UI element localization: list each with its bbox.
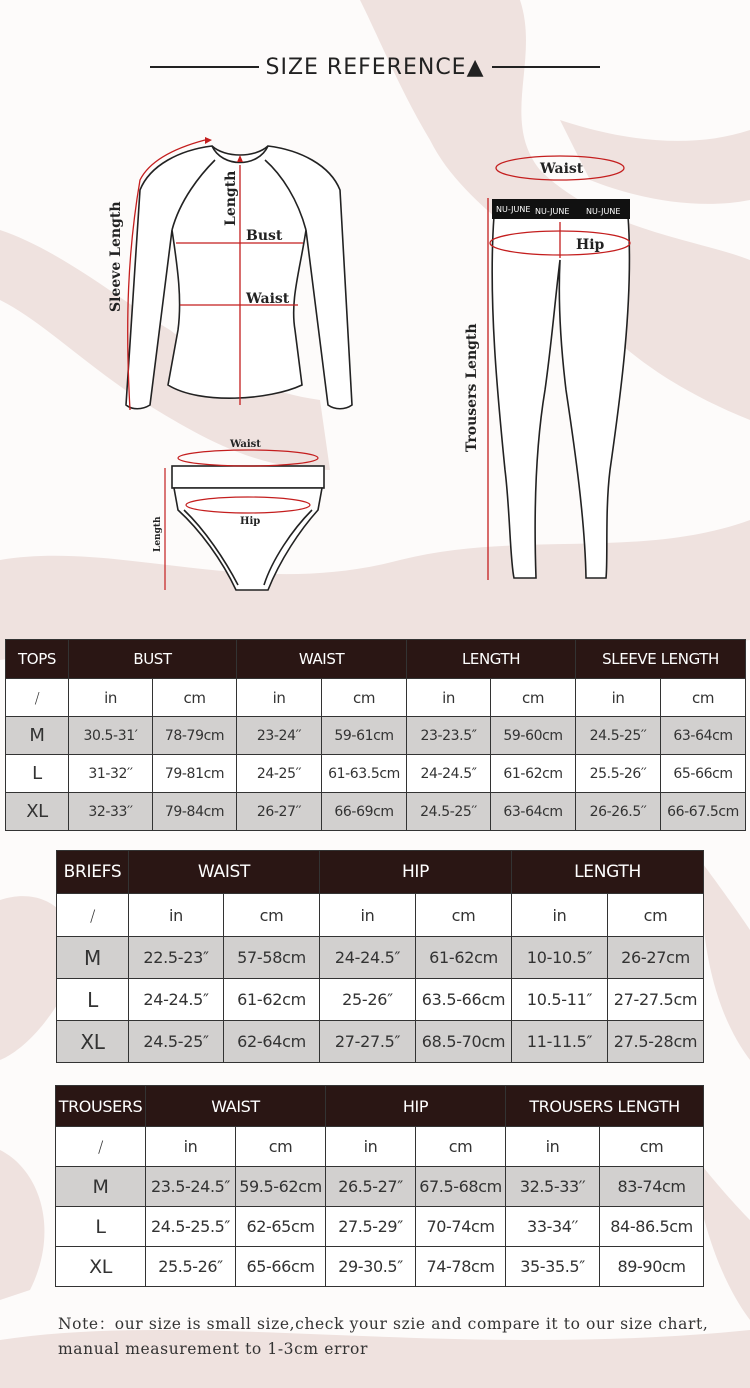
value-cell: 68.5-70cm bbox=[416, 1021, 512, 1063]
value-cell: 32.5-33′′ bbox=[506, 1167, 600, 1207]
value-cell: 25-26″ bbox=[320, 979, 416, 1021]
value-cell: 23-24′′ bbox=[237, 717, 322, 755]
value-cell: 59-60cm bbox=[491, 717, 576, 755]
value-cell: 22.5-23″ bbox=[129, 937, 224, 979]
value-cell: 79-84cm bbox=[153, 793, 237, 831]
tops-header-label: TOPS bbox=[6, 640, 69, 679]
garment-illustrations bbox=[0, 130, 750, 600]
unit-cell: in bbox=[129, 894, 224, 937]
value-cell: 27.5-28cm bbox=[608, 1021, 704, 1063]
table-row bbox=[57, 937, 704, 979]
value-cell: 89-90cm bbox=[600, 1247, 704, 1287]
value-cell: 83-74cm bbox=[600, 1167, 704, 1207]
unit-cell: cm bbox=[416, 1127, 506, 1167]
top-sleeve-label: Sleeve Length bbox=[108, 201, 124, 312]
value-cell: 70-74cm bbox=[416, 1207, 506, 1247]
unit-cell: in bbox=[320, 894, 416, 937]
value-cell: 63-64cm bbox=[661, 717, 746, 755]
value-cell: 59.5-62cm bbox=[236, 1167, 326, 1207]
value-cell: 57-58cm bbox=[224, 937, 320, 979]
trousers-header-label: TROUSERS bbox=[56, 1086, 146, 1127]
briefs-illustration bbox=[172, 466, 324, 590]
trousers-illustration bbox=[492, 216, 629, 578]
value-cell: 65-66cm bbox=[236, 1247, 326, 1287]
tops-header-waist: WAIST bbox=[237, 640, 407, 679]
value-cell: 26-27′′ bbox=[237, 793, 322, 831]
unit-cell: cm bbox=[153, 679, 237, 717]
trousers-header-waist: WAIST bbox=[146, 1086, 326, 1127]
value-cell: 29-30.5″ bbox=[326, 1247, 416, 1287]
title-text: SIZE REFERENCE▲ bbox=[265, 54, 485, 80]
value-cell: 23.5-24.5″ bbox=[146, 1167, 236, 1207]
top-length-label: Length bbox=[223, 170, 239, 226]
unit-cell: in bbox=[512, 894, 608, 937]
trousers-unit-row bbox=[56, 1127, 704, 1167]
size-label: XL bbox=[6, 793, 69, 831]
value-cell: 10-10.5″ bbox=[512, 937, 608, 979]
value-cell: 26-26.5′′ bbox=[576, 793, 661, 831]
briefs-length-label: Length bbox=[153, 516, 163, 552]
value-cell: 67.5-68cm bbox=[416, 1167, 506, 1207]
unit-cell: in bbox=[146, 1127, 236, 1167]
value-cell: 27.5-29″ bbox=[326, 1207, 416, 1247]
trousers-header-hip: HIP bbox=[326, 1086, 506, 1127]
band-text-2: NU-JUNE bbox=[535, 207, 570, 216]
size-label: L bbox=[56, 1207, 146, 1247]
table-row bbox=[56, 1207, 704, 1247]
trousers-slash: / bbox=[56, 1127, 146, 1167]
value-cell: 25.5-26″ bbox=[146, 1247, 236, 1287]
value-cell: 59-61cm bbox=[322, 717, 407, 755]
value-cell: 26-27cm bbox=[608, 937, 704, 979]
unit-cell: in bbox=[576, 679, 661, 717]
value-cell: 66-69cm bbox=[322, 793, 407, 831]
size-label: M bbox=[56, 1167, 146, 1207]
tops-slash: / bbox=[6, 679, 69, 717]
band-text-3: NU-JUNE bbox=[586, 207, 621, 216]
value-cell: 10.5-11″ bbox=[512, 979, 608, 1021]
size-label: L bbox=[57, 979, 129, 1021]
value-cell: 23-23.5″ bbox=[407, 717, 491, 755]
unit-cell: cm bbox=[416, 894, 512, 937]
table-row bbox=[57, 1021, 704, 1063]
size-label: XL bbox=[57, 1021, 129, 1063]
value-cell: 84-86.5cm bbox=[600, 1207, 704, 1247]
value-cell: 78-79cm bbox=[153, 717, 237, 755]
unit-cell: cm bbox=[608, 894, 704, 937]
top-illustration bbox=[126, 146, 352, 409]
value-cell: 24-24.5″ bbox=[129, 979, 224, 1021]
value-cell: 31-32′′ bbox=[69, 755, 153, 793]
value-cell: 61-62cm bbox=[224, 979, 320, 1021]
size-label: M bbox=[57, 937, 129, 979]
value-cell: 33-34′′ bbox=[506, 1207, 600, 1247]
value-cell: 61-63.5cm bbox=[322, 755, 407, 793]
unit-cell: in bbox=[69, 679, 153, 717]
value-cell: 26.5-27″ bbox=[326, 1167, 416, 1207]
top-waist-label: Waist bbox=[246, 291, 290, 307]
title-rule-left bbox=[150, 66, 259, 68]
title-rule-right bbox=[492, 66, 601, 68]
value-cell: 63.5-66cm bbox=[416, 979, 512, 1021]
unit-cell: in bbox=[506, 1127, 600, 1167]
value-cell: 24.5-25.5″ bbox=[146, 1207, 236, 1247]
unit-cell: in bbox=[407, 679, 491, 717]
unit-cell: in bbox=[237, 679, 322, 717]
table-row bbox=[56, 1247, 704, 1287]
value-cell: 66-67.5cm bbox=[661, 793, 746, 831]
briefs-slash: / bbox=[57, 894, 129, 937]
section-title bbox=[150, 54, 600, 80]
table-row bbox=[6, 755, 746, 793]
value-cell: 27-27.5cm bbox=[608, 979, 704, 1021]
size-label: L bbox=[6, 755, 69, 793]
unit-cell: cm bbox=[322, 679, 407, 717]
unit-cell: cm bbox=[491, 679, 576, 717]
value-cell: 30.5-31′ bbox=[69, 717, 153, 755]
value-cell: 24.5-25′′ bbox=[407, 793, 491, 831]
briefs-waist-label: Waist bbox=[230, 439, 261, 450]
value-cell: 61-62cm bbox=[491, 755, 576, 793]
tops-size-table bbox=[5, 639, 746, 831]
value-cell: 27-27.5″ bbox=[320, 1021, 416, 1063]
briefs-header-row bbox=[57, 851, 704, 894]
briefs-unit-row bbox=[57, 894, 704, 937]
tops-unit-row bbox=[6, 679, 746, 717]
tops-header-bust: BUST bbox=[69, 640, 237, 679]
value-cell: 24-24.5″ bbox=[320, 937, 416, 979]
value-cell: 79-81cm bbox=[153, 755, 237, 793]
table-row bbox=[6, 793, 746, 831]
briefs-size-table bbox=[56, 850, 704, 1063]
trousers-waist-label: Waist bbox=[540, 161, 584, 177]
value-cell: 24.5-25″ bbox=[129, 1021, 224, 1063]
value-cell: 24-24.5″ bbox=[407, 755, 491, 793]
tops-header-length: LENGTH bbox=[407, 640, 576, 679]
value-cell: 25.5-26′′ bbox=[576, 755, 661, 793]
briefs-hip-label: Hip bbox=[240, 516, 261, 527]
value-cell: 65-66cm bbox=[661, 755, 746, 793]
tops-header-row bbox=[6, 640, 746, 679]
trousers-length-label: Trousers Length bbox=[464, 323, 480, 452]
value-cell: 24.5-25′′ bbox=[576, 717, 661, 755]
size-note: Note：our size is small size,check your szie and compare it to our size chart, manual measurement to 1-3cm error bbox=[58, 1315, 709, 1358]
tops-header-sleeve: SLEEVE LENGTH bbox=[576, 640, 746, 679]
unit-cell: cm bbox=[600, 1127, 704, 1167]
briefs-header-label: BRIEFS bbox=[57, 851, 129, 894]
trousers-hip-label: Hip bbox=[576, 237, 605, 253]
value-cell: 32-33′′ bbox=[69, 793, 153, 831]
table-row bbox=[6, 717, 746, 755]
value-cell: 62-65cm bbox=[236, 1207, 326, 1247]
unit-cell: cm bbox=[236, 1127, 326, 1167]
value-cell: 74-78cm bbox=[416, 1247, 506, 1287]
value-cell: 11-11.5″ bbox=[512, 1021, 608, 1063]
value-cell: 35-35.5″ bbox=[506, 1247, 600, 1287]
table-row bbox=[56, 1167, 704, 1207]
band-text-1: NU-JUNE bbox=[496, 205, 531, 214]
value-cell: 62-64cm bbox=[224, 1021, 320, 1063]
briefs-header-hip: HIP bbox=[320, 851, 512, 894]
unit-cell: in bbox=[326, 1127, 416, 1167]
trousers-header-row bbox=[56, 1086, 704, 1127]
briefs-header-waist: WAIST bbox=[129, 851, 320, 894]
size-label: M bbox=[6, 717, 69, 755]
trousers-size-table bbox=[55, 1085, 704, 1287]
size-label: XL bbox=[56, 1247, 146, 1287]
unit-cell: cm bbox=[661, 679, 746, 717]
value-cell: 61-62cm bbox=[416, 937, 512, 979]
table-row bbox=[57, 979, 704, 1021]
top-bust-label: Bust bbox=[246, 228, 283, 244]
unit-cell: cm bbox=[224, 894, 320, 937]
value-cell: 24-25′′ bbox=[237, 755, 322, 793]
trousers-header-length: TROUSERS LENGTH bbox=[506, 1086, 704, 1127]
briefs-header-length: LENGTH bbox=[512, 851, 704, 894]
value-cell: 63-64cm bbox=[491, 793, 576, 831]
